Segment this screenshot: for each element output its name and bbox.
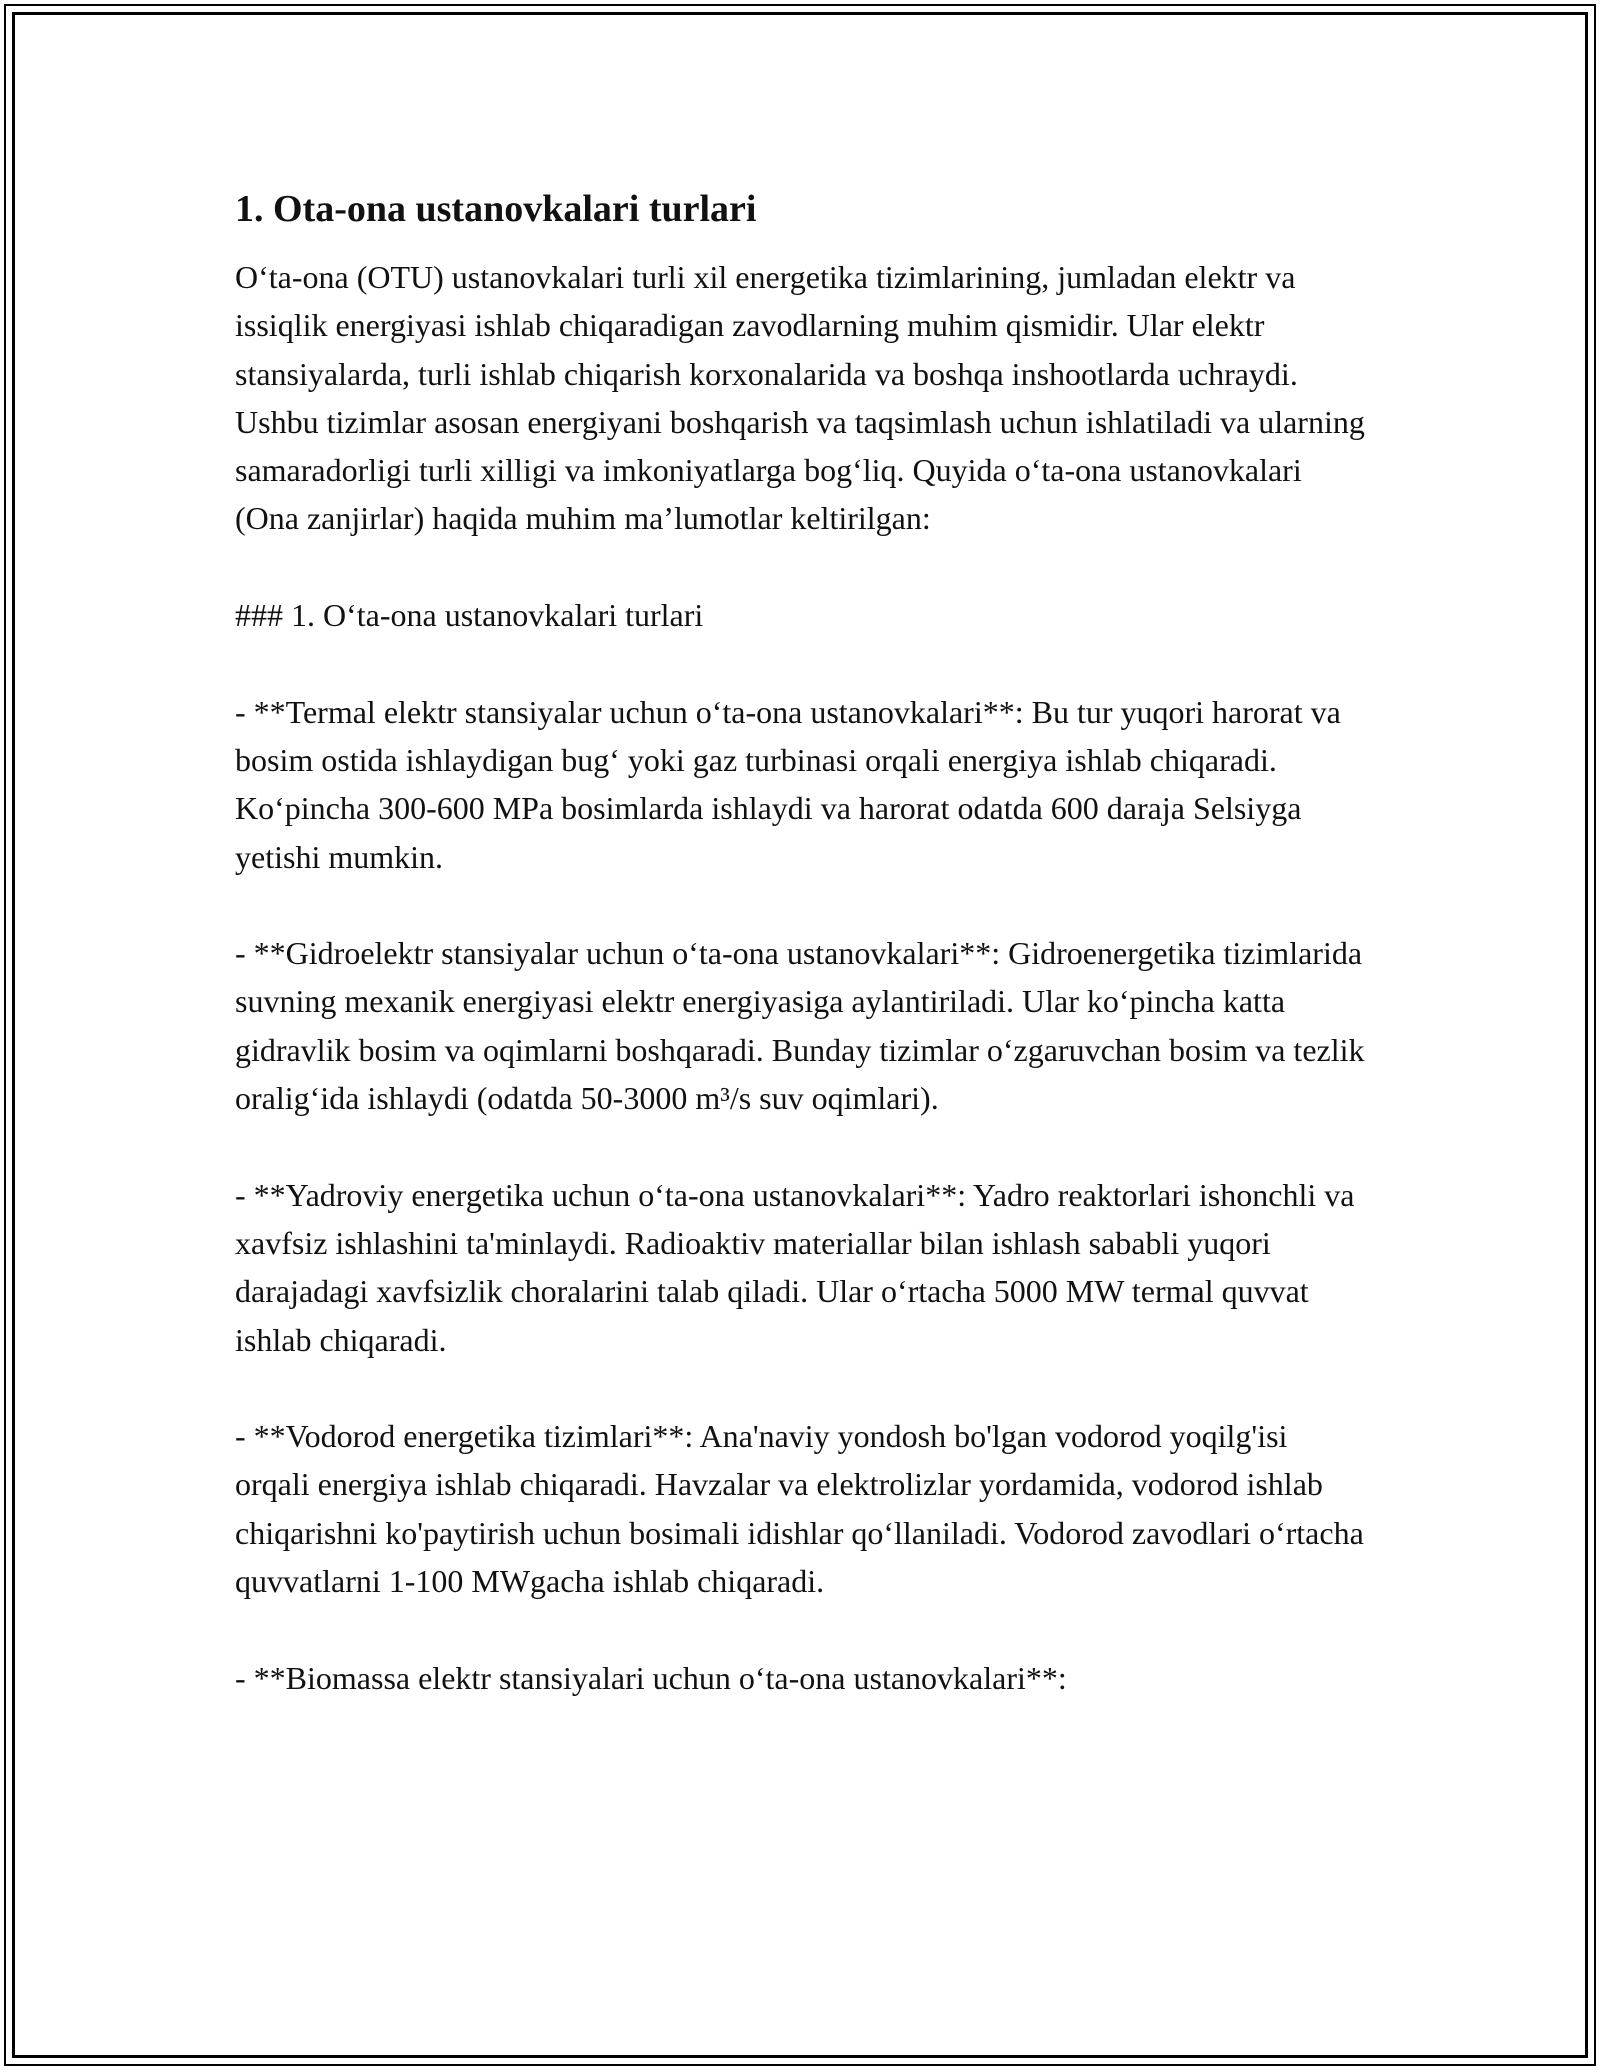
list-item-thermal: - **Termal elektr stansiyalar uchun o‘ta-ona ustanovkalari**: Bu tur yuqori harorat va bosim ostida ishlaydigan bug‘ yoki gaz turbinasi orqali energiya ishlab chiqaradi. Ko‘pincha 300-600 MPa bosimlarda ishlaydi va harorat odatda 600 daraja Selsiyga yetishi mumkin. bbox=[235, 693, 1341, 875]
list-item-hydrogen: - **Vodorod energetika tizimlari**: Ana'naviy yondosh bo'lgan vodorod yoqilg'isi orqali energiya ishlab chiqaradi. Havzalar va elektrolizlar yordamida, vodorod ishlab chiqarishni ko'paytirish uchun bosimali idishlar qo‘llaniladi. Vodorod zavodlari o‘rtacha quvvatlarni 1-100 MWgacha ishlab chiqaradi. bbox=[235, 1418, 1364, 1600]
page-title: 1. Ota-ona ustanovkalari turlari bbox=[235, 188, 757, 230]
section-heading-paragraph: ### 1. O‘ta-ona ustanovkalari turlari bbox=[235, 597, 704, 634]
list-item-nuclear: - **Yadroviy energetika uchun o‘ta-ona ustanovkalari**: Yadro reaktorlari ishonchli va xavfsiz ishlashini ta'minlaydi. Radioaktiv materiallar bilan ishlash sababli yuqori darajadagi xavfsizlik choralarini talab qiladi. Ular o‘rtacha 5000 MW termal quvvat ishlab chiqaradi. bbox=[235, 1176, 1355, 1358]
intro-paragraph: O‘ta-ona (OTU) ustanovkalari turli xil energetika tizimlarining, jumladan elektr va issiqlik energiyasi ishlab chiqaradigan zavodlarning muhim qismidir. Ular elektr stansiyalarda, turli ishlab chiqarish korxonalarida va boshqa inshootlarda uchraydi. Ushbu tizimlar asosan energiyani boshqarish va taqsimlash uchun ishlatiladi va ularning samaradorligi turli xilligi va imkoniyatlarga bog‘liq. Quyida o‘ta-ona ustanovkalari (Ona zanjirlar) haqida muhim ma’lumotlar keltirilgan: bbox=[235, 259, 1365, 537]
list-item-biomass: - **Biomassa elektr stansiyalari uchun o‘ta-ona ustanovkalari**: bbox=[235, 1659, 1067, 1696]
document-body bbox=[235, 185, 1365, 1750]
list-item-hydro: - **Gidroelektr stansiyalar uchun o‘ta-ona ustanovkalari**: Gidroenergetika tizimlarida suvning mexanik energiyasi elektr energiyasiga aylantiriladi. Ular ko‘pincha katta gidravlik bosim va oqimlarni boshqaradi. Bunday tizimlar o‘zgaruvchan bosim va tezlik oralig‘ida ishlaydi (odatda 50-3000 m³/s suv oqimlari). bbox=[235, 935, 1365, 1117]
